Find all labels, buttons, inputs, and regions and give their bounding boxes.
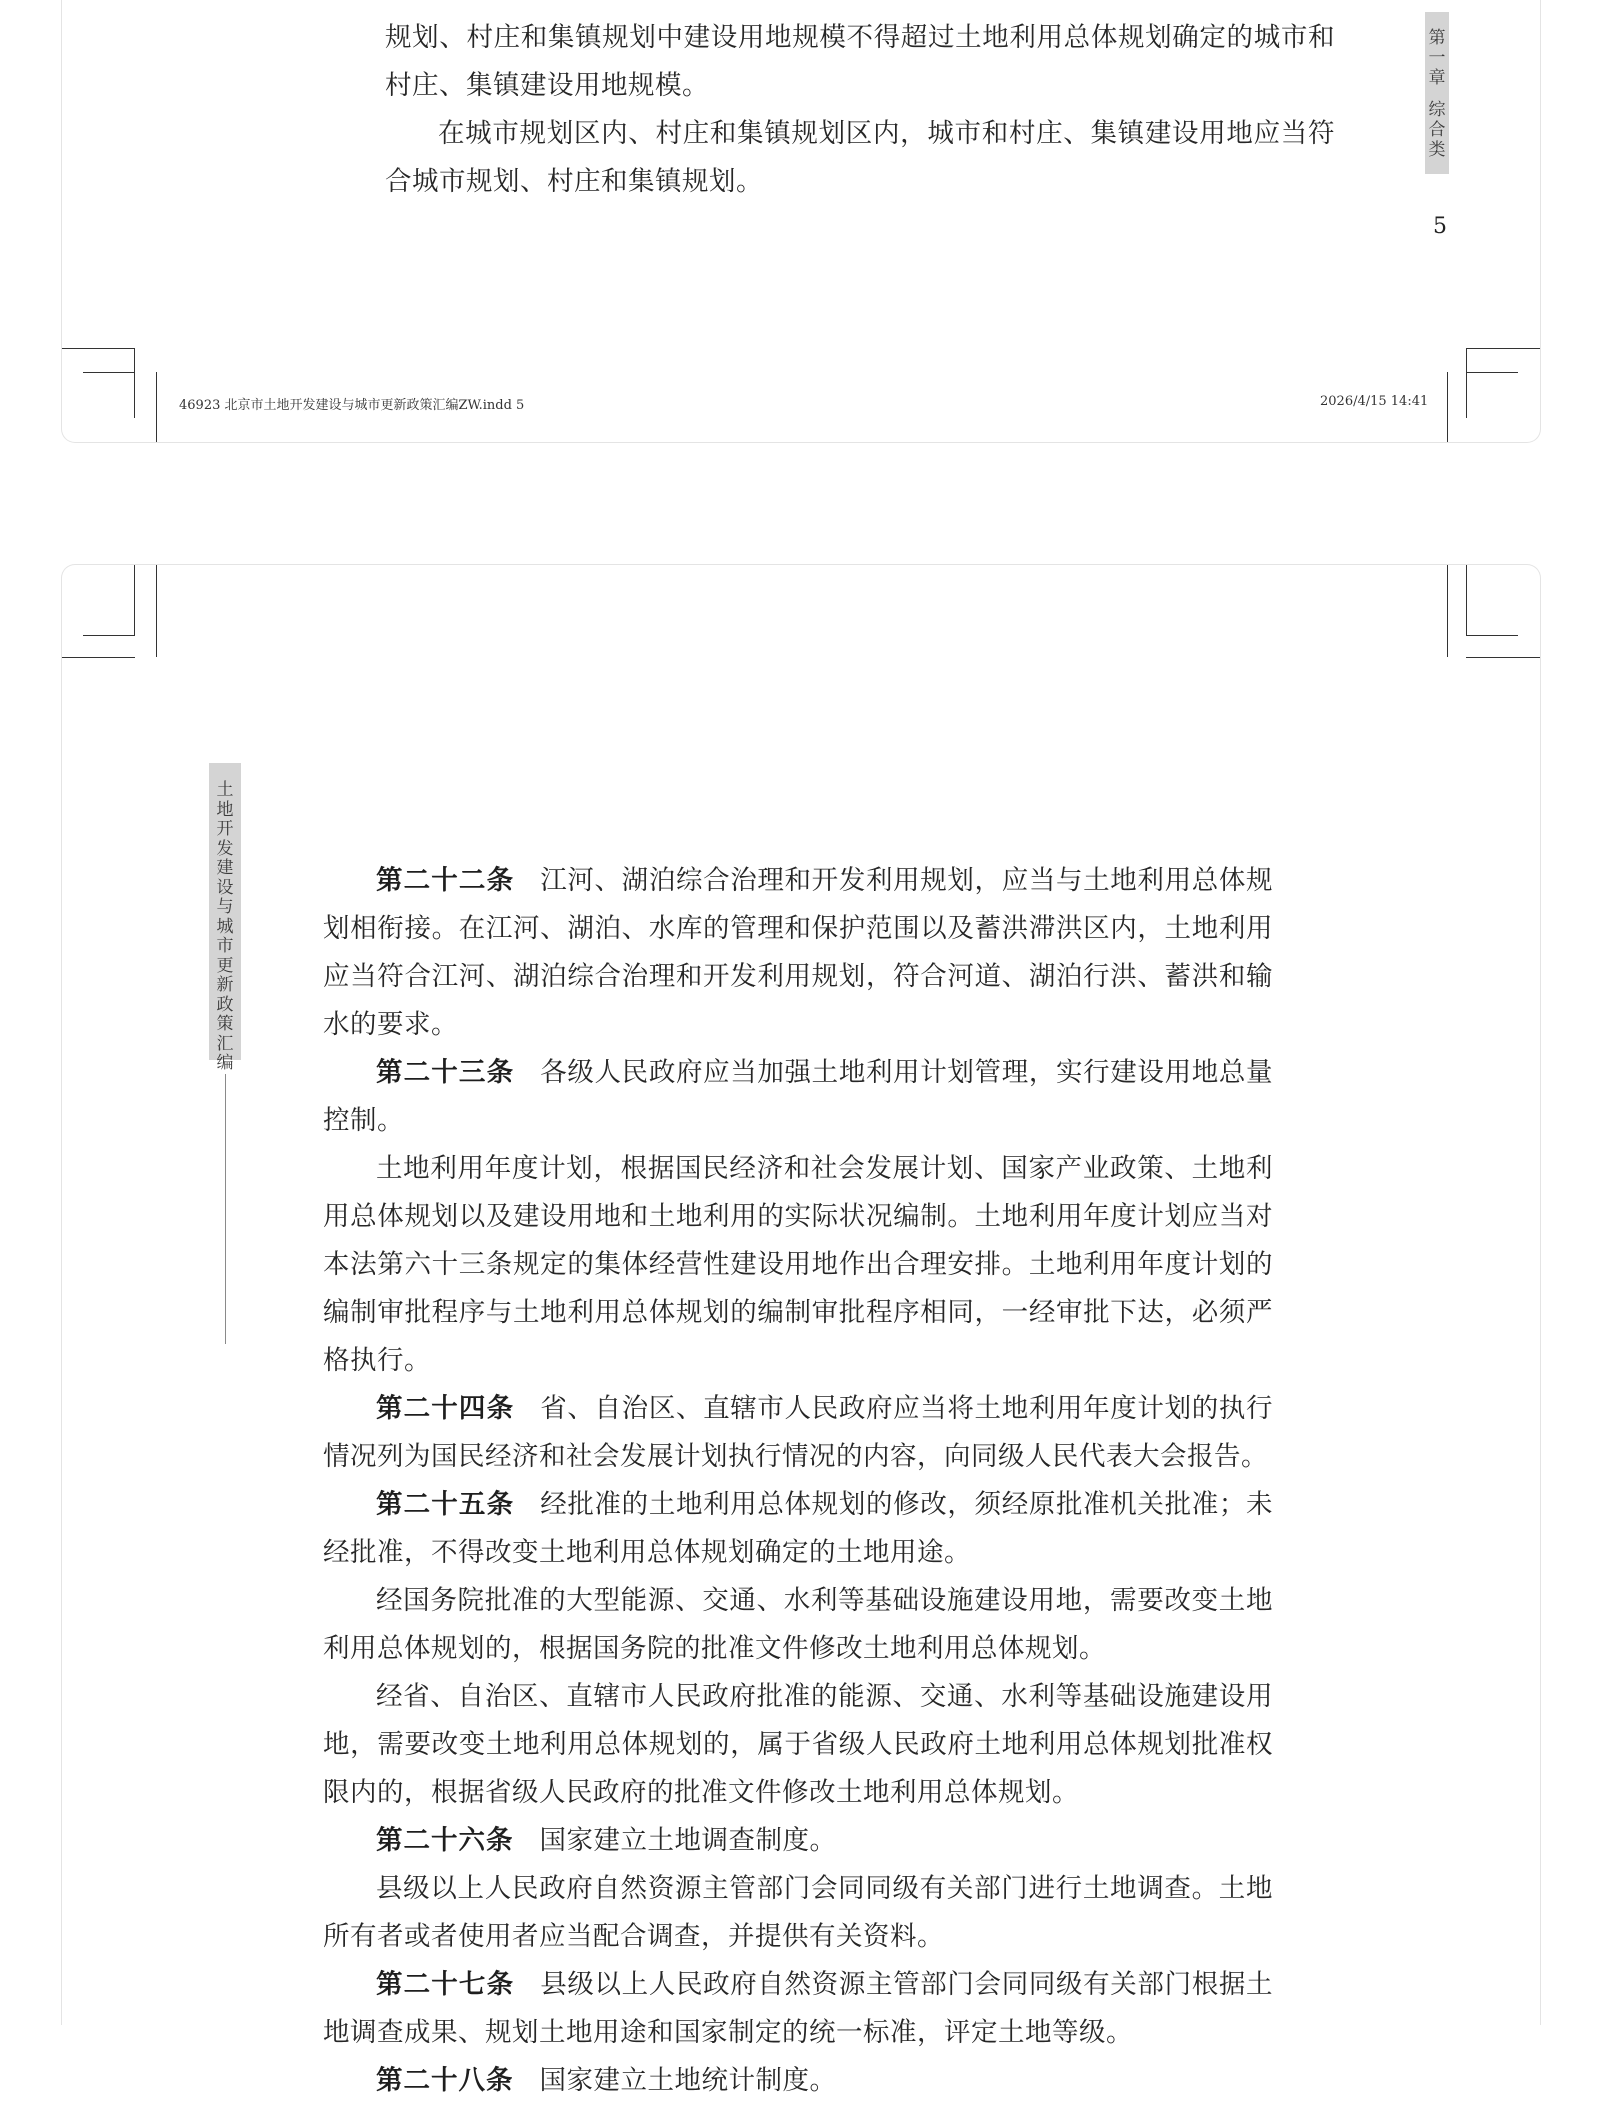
article-text: 国家建立土地调查制度。 (539, 1825, 837, 1856)
article-heading: 第二十七条 (376, 1969, 515, 2000)
article-text: 江河、湖泊综合治理和开发利用规划，应当与土地利用总体规划相衔接。在江河、湖泊、水库的管理和保护范围以及蓄洪滞洪区内，土地利用应当符合江河、湖泊综合治理和开发利用规划，符合河道、湖泊行洪、蓄洪和输水的要求。 (323, 865, 1274, 1040)
article-heading: 第二十三条 (376, 1057, 515, 1088)
article-text: 国家建立土地统计制度。 (539, 2065, 837, 2096)
page-number: 5 (1433, 214, 1447, 239)
book-tab-rule (225, 1074, 226, 1344)
article-text: 经批准的土地利用总体规划的修改，须经原批准机关批准；未经批准，不得改变土地利用总体规划确定的土地用途。 (323, 1489, 1274, 1568)
slug-timestamp: 2026/4/15 14:41 (1320, 394, 1429, 409)
article-24 (323, 1385, 1273, 1481)
crop-mark-v-outer-left (156, 565, 157, 657)
article-heading: 第二十八条 (376, 2065, 514, 2096)
article-text: 省、自治区、直辖市人民政府应当将土地利用年度计划的执行情况列为国民经济和社会发展计划执行情况的内容，向同级人民代表大会报告。 (323, 1393, 1274, 1472)
page-top (61, 0, 1541, 443)
top-page-body-text (385, 14, 1335, 206)
article-26-para-2: 县级以上人民政府自然资源主管部门会同同级有关部门进行土地调查。土地所有者或者使用者应当配合调查，并提供有关资料。 (323, 1873, 1273, 1952)
article-26 (323, 1817, 1273, 1865)
crop-mark-v-inner-right (1466, 565, 1467, 635)
article-text: 各级人民政府应当加强土地利用计划管理，实行建设用地总量控制。 (323, 1057, 1274, 1136)
crop-mark-h-outer-left (62, 348, 135, 349)
bottom-page-body-text (323, 857, 1273, 2105)
article-25-para-3: 经省、自治区、直辖市人民政府批准的能源、交通、水利等基础设施建设用地，需要改变土地利用总体规划的，属于省级人民政府土地利用总体规划批准权限内的，根据省级人民政府的批准文件修改土地利用总体规划。 (323, 1681, 1273, 1808)
crop-mark-v-inner-left (134, 348, 135, 418)
crop-mark-v-outer-right (1447, 372, 1448, 442)
crop-mark-h-outer-right (1466, 348, 1540, 349)
crop-mark-h-inner-left (83, 372, 135, 373)
chapter-tab-title: 综合类 (1428, 100, 1446, 160)
article-23-para-2: 土地利用年度计划，根据国民经济和社会发展计划、国家产业政策、土地利用总体规划以及建设用地和土地利用的实际状况编制。土地利用年度计划应当对本法第六十三条规定的集体经营性建设用地作出合理安排。土地利用年度计划的编制审批程序与土地利用总体规划的编制审批程序相同，一经审批下达，必须严格执行。 (323, 1153, 1273, 1376)
top-paragraph-1: 规划、村庄和集镇规划中建设用地规模不得超过土地利用总体规划确定的城市和村庄、集镇建设用地规模。 (385, 22, 1335, 101)
article-heading: 第二十二条 (376, 865, 515, 896)
chapter-tab (1425, 12, 1449, 174)
article-27 (323, 1961, 1273, 2057)
article-heading: 第二十五条 (376, 1489, 515, 1520)
crop-mark-v-inner-right (1466, 348, 1467, 418)
article-text: 县级以上人民政府自然资源主管部门会同同级有关部门根据土地调查成果、规划土地用途和国家制定的统一标准，评定土地等级。 (323, 1969, 1274, 2048)
article-25-para-2: 经国务院批准的大型能源、交通、水利等基础设施建设用地，需要改变土地利用总体规划的，根据国务院的批准文件修改土地利用总体规划。 (323, 1585, 1273, 1664)
article-22 (323, 857, 1273, 1049)
crop-mark-h-inner-right (1466, 635, 1518, 636)
article-heading: 第二十六条 (376, 1825, 514, 1856)
article-25 (323, 1481, 1273, 1577)
article-28 (323, 2057, 1273, 2105)
slug-filename: 46923 北京市土地开发建设与城市更新政策汇编ZW.indd 5 (179, 398, 525, 413)
crop-mark-h-outer-left (62, 657, 135, 658)
book-title-tab: 土地开发建设与城市更新政策汇编 (209, 763, 241, 1060)
crop-mark-h-inner-right (1466, 372, 1518, 373)
crop-mark-v-outer-left (156, 372, 157, 442)
crop-mark-h-outer-right (1466, 657, 1540, 658)
crop-mark-h-inner-left (83, 635, 135, 636)
chapter-tab-number: 第一章 (1428, 28, 1446, 88)
article-heading: 第二十四条 (376, 1393, 515, 1424)
crop-mark-v-outer-right (1447, 565, 1448, 657)
crop-mark-v-inner-left (134, 565, 135, 635)
top-paragraph-2: 在城市规划区内、村庄和集镇规划区内，城市和村庄、集镇建设用地应当符合城市规划、村庄和集镇规划。 (385, 118, 1335, 197)
article-23 (323, 1049, 1273, 1145)
